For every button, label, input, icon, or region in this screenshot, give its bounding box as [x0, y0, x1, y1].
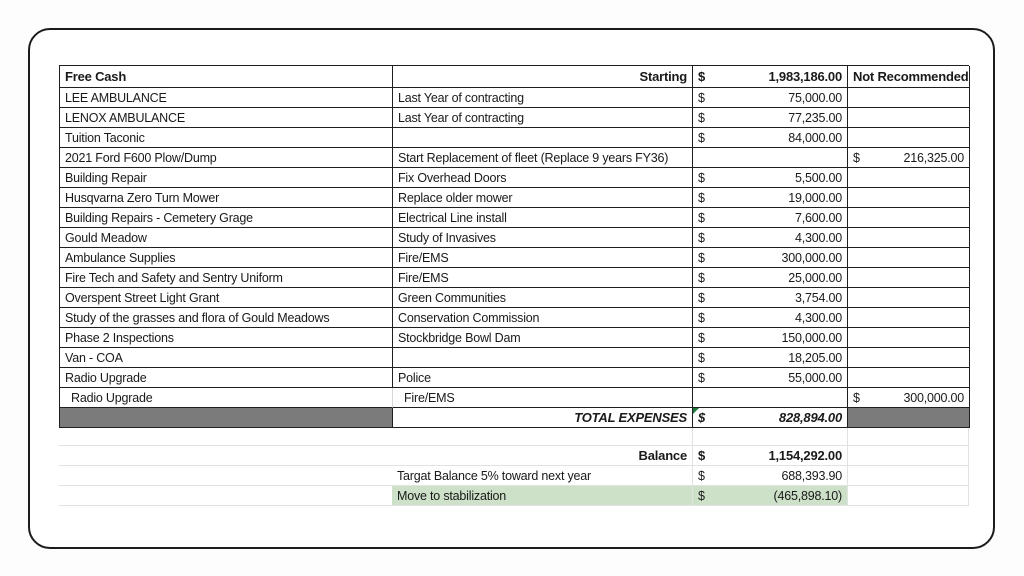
- : [59, 428, 392, 446]
- currency-symbol: $: [698, 351, 705, 365]
- cell-not-recommended: [848, 248, 970, 268]
- amount-value: 55,000.00: [788, 371, 842, 385]
- currency-symbol: $: [698, 271, 705, 285]
- cell-amount: [693, 128, 848, 148]
- amount-value: 3,754.00: [794, 291, 842, 305]
- cell-description: Conservation Commission: [393, 308, 693, 328]
- table-row: [60, 248, 969, 268]
- cell-item: Tuition Taconic: [60, 128, 393, 148]
- total-row-gray-cell: [848, 408, 970, 428]
- formula-flag-icon: [693, 408, 699, 414]
- table-row: [60, 388, 969, 408]
- cell-description: Last Year of contracting: [393, 88, 693, 108]
- table-row: [60, 368, 969, 388]
- currency-symbol: $: [698, 371, 705, 385]
- cell-description: Electrical Line install: [393, 208, 693, 228]
- slide-card: [28, 28, 995, 549]
- table-row: [60, 128, 969, 148]
- cell-not-recommended: [848, 88, 970, 108]
- amount-value: 7,600.00: [794, 211, 842, 225]
- table-body: [60, 88, 969, 408]
- currency-symbol: $: [698, 489, 705, 503]
- table-row: [60, 308, 969, 328]
- amount-value: 19,000.00: [788, 191, 842, 205]
- summary-label: Balance: [392, 446, 692, 466]
- currency-symbol: $: [698, 410, 706, 425]
- summary-amount: [692, 446, 847, 466]
- table-row: [60, 328, 969, 348]
- cell-item: Overspent Street Light Grant: [60, 288, 393, 308]
- total-row-gray-cell: [60, 408, 393, 428]
- summary-amount: [692, 466, 847, 486]
- currency-symbol: $: [698, 111, 705, 125]
- stabilization-row: [59, 486, 969, 506]
- cell-description: Police: [393, 368, 693, 388]
- free-cash-table: [59, 65, 969, 428]
- cell-not-recommended: [848, 368, 970, 388]
- cell-not-recommended: [848, 328, 970, 348]
- table-row: [60, 108, 969, 128]
- cell-not-recommended: [848, 168, 970, 188]
- amount-value: 25,000.00: [788, 271, 842, 285]
- table-row: [60, 288, 969, 308]
- summary-gap-row: [59, 428, 969, 446]
- currency-symbol: $: [698, 448, 706, 463]
- cell-amount: [693, 168, 848, 188]
- cell-description: Fire/EMS: [393, 268, 693, 288]
- summary-empty-cell: [59, 446, 392, 466]
- balance-summary: [59, 428, 969, 506]
- table-row: [60, 168, 969, 188]
- cell-amount: [693, 348, 848, 368]
- cell-not-recommended: [848, 228, 970, 248]
- cell-not-recommended: [848, 268, 970, 288]
- currency-symbol: $: [853, 151, 860, 165]
- total-expenses-amount: [693, 408, 848, 428]
- header-not-recommended: Not Recommended: [848, 66, 970, 88]
- cell-amount: [693, 108, 848, 128]
- cell-item: Radio Upgrade: [60, 368, 393, 388]
- target-balance-row: [59, 466, 969, 486]
- cell-not-recommended: [848, 308, 970, 328]
- table-row: [60, 348, 969, 368]
- cell-description: [393, 348, 693, 368]
- amount-value: 5,500.00: [794, 171, 842, 185]
- cell-item: Building Repair: [60, 168, 393, 188]
- cell-amount: [693, 88, 848, 108]
- summary-empty-cell: [59, 466, 392, 486]
- cell-not-recommended: [848, 388, 970, 408]
- amount-value: 150,000.00: [781, 331, 842, 345]
- amount-value: 4,300.00: [794, 311, 842, 325]
- currency-symbol: $: [853, 391, 860, 405]
- amount-value: 300,000.00: [903, 391, 964, 405]
- currency-symbol: $: [698, 291, 705, 305]
- amount-value: 18,205.00: [788, 351, 842, 365]
- summary-empty-cell: [59, 486, 392, 506]
- currency-symbol: $: [698, 211, 705, 225]
- header-starting-amount: [693, 66, 848, 88]
- cell-item: Ambulance Supplies: [60, 248, 393, 268]
- currency-symbol: $: [698, 171, 705, 185]
- cell-description: Stockbridge Bowl Dam: [393, 328, 693, 348]
- cell-amount: [693, 308, 848, 328]
- cell-description: Last Year of contracting: [393, 108, 693, 128]
- amount-value: 75,000.00: [788, 91, 842, 105]
- cell-item: Fire Tech and Safety and Sentry Uniform: [60, 268, 393, 288]
- currency-symbol: $: [698, 469, 705, 483]
- cell-amount: [693, 288, 848, 308]
- currency-symbol: $: [698, 191, 705, 205]
- cell-description: Green Communities: [393, 288, 693, 308]
- summary-empty-cell: [847, 466, 969, 486]
- starting-amount-value: 1,983,186.00: [768, 69, 842, 84]
- cell-amount: [693, 188, 848, 208]
- cell-item: Phase 2 Inspections: [60, 328, 393, 348]
- table-row: [60, 88, 969, 108]
- cell-not-recommended: [848, 288, 970, 308]
- header-starting-label: Starting: [393, 66, 693, 88]
- cell-not-recommended: [848, 188, 970, 208]
- amount-value: (465,898.10): [773, 489, 842, 503]
- currency-symbol: $: [698, 231, 705, 245]
- cell-amount: [693, 368, 848, 388]
- amount-value: 84,000.00: [788, 131, 842, 145]
- : [847, 428, 969, 446]
- cell-item: Gould Meadow: [60, 228, 393, 248]
- summary-label: Move to stabilization: [392, 486, 692, 506]
- cell-item: Building Repairs - Cemetery Grage: [60, 208, 393, 228]
- amount-value: 688,393.90: [781, 469, 842, 483]
- cell-amount: [693, 248, 848, 268]
- balance-row: [59, 446, 969, 466]
- cell-amount: [693, 208, 848, 228]
- amount-value: 1,154,292.00: [768, 448, 842, 463]
- cell-amount: [693, 148, 848, 168]
- table-row: [60, 228, 969, 248]
- cell-item: LENOX AMBULANCE: [60, 108, 393, 128]
- table-row: [60, 208, 969, 228]
- amount-value: 300,000.00: [781, 251, 842, 265]
- currency-symbol: $: [698, 331, 705, 345]
- cell-not-recommended: [848, 348, 970, 368]
- summary-empty-cell: [847, 486, 969, 506]
- table-row: [60, 188, 969, 208]
- cell-amount: [693, 388, 848, 408]
- table-row: [60, 148, 969, 168]
- cell-item: LEE AMBULANCE: [60, 88, 393, 108]
- summary-label: Targat Balance 5% toward next year: [392, 466, 692, 486]
- cell-amount: [693, 268, 848, 288]
- cell-amount: [693, 328, 848, 348]
- total-expenses-row: [60, 408, 969, 428]
- currency-symbol: $: [698, 311, 705, 325]
- cell-not-recommended: [848, 128, 970, 148]
- cell-item: Husqvarna Zero Turn Mower: [60, 188, 393, 208]
- : [392, 428, 692, 446]
- cell-not-recommended: [848, 208, 970, 228]
- currency-symbol: $: [698, 251, 705, 265]
- amount-value: 77,235.00: [788, 111, 842, 125]
- cell-not-recommended: [848, 148, 970, 168]
- cell-description: Replace older mower: [393, 188, 693, 208]
- cell-description: Start Replacement of fleet (Replace 9 years FY36): [393, 148, 693, 168]
- cell-description: Fire/EMS: [393, 248, 693, 268]
- cell-description: [393, 128, 693, 148]
- cell-description: Study of Invasives: [393, 228, 693, 248]
- free-cash-spreadsheet: [59, 65, 969, 506]
- header-free-cash: Free Cash: [60, 66, 393, 88]
- cell-not-recommended: [848, 108, 970, 128]
- table-row: [60, 268, 969, 288]
- total-expenses-label: TOTAL EXPENSES: [393, 408, 693, 428]
- cell-description: Fire/EMS: [393, 388, 693, 408]
- cell-description: Fix Overhead Doors: [393, 168, 693, 188]
- cell-item: Radio Upgrade: [60, 388, 393, 408]
- summary-amount: [692, 486, 847, 506]
- currency-symbol: $: [698, 131, 705, 145]
- amount-value: 4,300.00: [794, 231, 842, 245]
- cell-amount: [693, 228, 848, 248]
- amount-value: 216,325.00: [903, 151, 964, 165]
- cell-item: Van - COA: [60, 348, 393, 368]
- cell-item: 2021 Ford F600 Plow/Dump: [60, 148, 393, 168]
- currency-symbol: $: [698, 91, 705, 105]
- currency-symbol: $: [698, 69, 706, 84]
- cell-item: Study of the grasses and flora of Gould Meadows: [60, 308, 393, 328]
- : [692, 428, 847, 446]
- total-amount-value: 828,894.00: [778, 410, 842, 425]
- summary-empty-cell: [847, 446, 969, 466]
- table-header-row: [60, 66, 969, 88]
